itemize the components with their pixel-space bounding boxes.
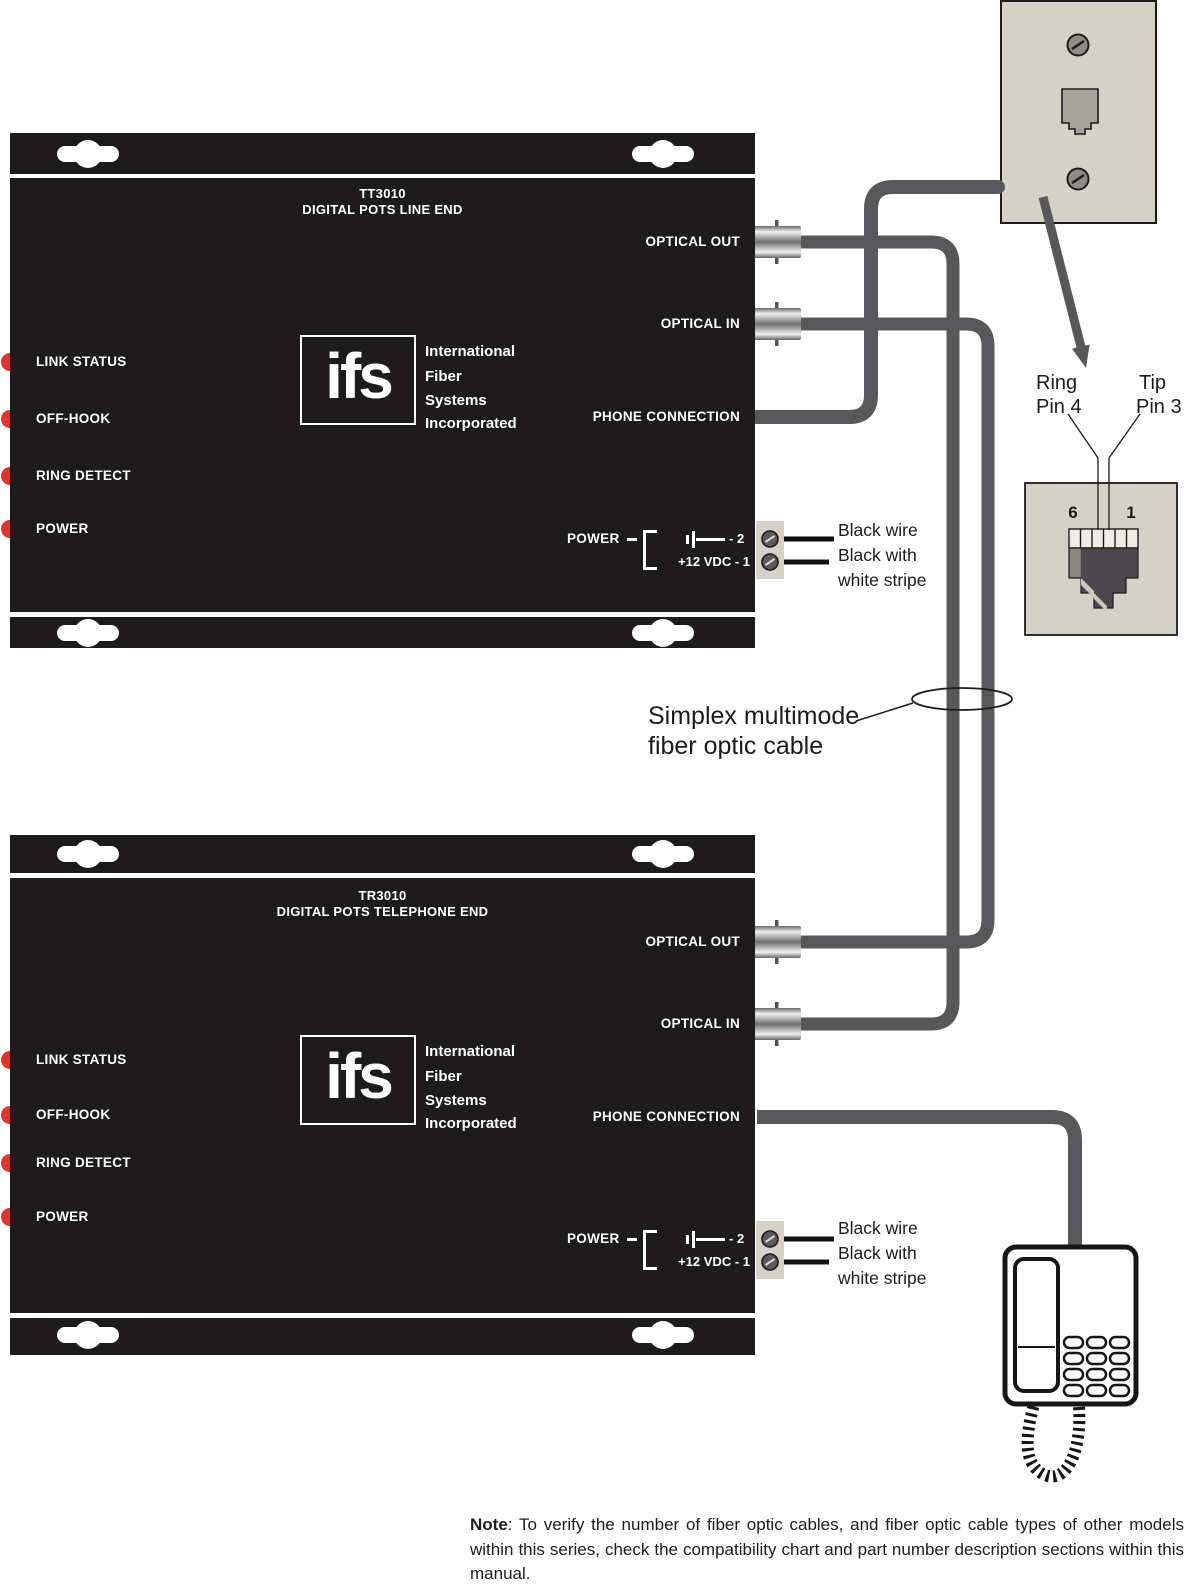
wall-plate-screw-icon [1068,35,1089,56]
port-label-optical-out: OPTICAL OUT [645,234,740,249]
power-negative-terminal: - 2 [729,1231,745,1246]
led-label: LINK STATUS [36,354,127,369]
battery-icon [686,535,689,544]
jack-pin6-number: 6 [1068,503,1078,522]
black-white-stripe-label: Black with [838,545,917,565]
mounting-strip [10,835,755,873]
jack-pin1-number: 1 [1126,503,1136,522]
ifs-logo: ifs [300,1035,416,1125]
black-white-stripe-label: white stripe [838,1268,927,1288]
power-negative-terminal: - 2 [729,531,745,546]
telephone [1005,1247,1136,1476]
led-label: OFF-HOOK [36,1107,111,1122]
black-wire-label: Black wire [838,1218,918,1238]
wall-plate-screw-icon [1068,169,1089,190]
port-label-phone: PHONE CONNECTION [592,409,740,424]
optical-connector [753,1002,801,1046]
terminal-screw-icon [762,531,778,547]
optical-connector [753,920,801,964]
mounting-strip [10,133,755,174]
power-terminal-legend [555,1218,750,1274]
terminal-block-top [756,521,834,579]
logo-text: Incorporated [425,1115,517,1132]
device-faceplate [10,178,755,612]
device-tt3010 [10,133,755,648]
ring-pin-label: Ring [1036,372,1078,394]
logo-text: Fiber [425,1068,462,1085]
device-subtitle: DIGITAL POTS LINE END [302,202,463,217]
wall-plate [1001,1,1156,223]
power-positive-terminal: +12 VDC - 1 [678,1254,750,1269]
port-label-optical-in: OPTICAL IN [660,316,740,331]
ifs-logo: ifs [300,335,416,425]
rj-jack-detail [1025,414,1177,635]
optical-connector [753,302,801,346]
battery-icon [692,1231,695,1248]
phone-handset [1015,1259,1058,1391]
device-faceplate [10,878,755,1313]
tip-pin-label: Pin 3 [1136,396,1182,418]
logo-text: International [425,1043,516,1060]
mounting-strip [10,617,755,648]
black-white-stripe-label: white stripe [838,570,927,590]
power-label: POWER [567,1231,620,1246]
bracket-glyph [643,530,657,570]
tip-pin-label: Tip [1139,372,1167,394]
terminal-screw-icon [762,554,778,570]
device-subtitle: DIGITAL POTS TELEPHONE END [276,904,489,919]
device-model: TT3010 [359,186,406,201]
led-label: POWER [36,1209,89,1224]
black-wire-label: Black wire [838,520,918,540]
mounting-strip [10,1318,755,1355]
fiber-cable-label: fiber optic cable [648,732,824,760]
logo-text: International [425,343,516,360]
port-label-optical-in: OPTICAL IN [660,1016,740,1031]
battery-icon [686,1235,689,1244]
terminal-screw-icon [762,1231,778,1247]
logo-text: Fiber [425,368,462,385]
led-label: OFF-HOOK [36,411,111,426]
fiber-cable-label: Simplex multimode [648,702,860,730]
battery-icon [692,531,695,548]
terminal-screw-icon [762,1254,778,1270]
power-terminal-legend [555,518,750,574]
led-label: LINK STATUS [36,1052,127,1067]
logo-text: Systems [425,392,487,409]
logo-text: Systems [425,1092,487,1109]
logo-text: Incorporated [425,415,517,432]
device-tr3010 [10,835,755,1355]
led-label: RING DETECT [36,1155,131,1170]
power-positive-terminal: +12 VDC - 1 [678,554,750,569]
power-label: POWER [567,531,620,546]
phone-cable-top [757,187,998,417]
ring-pin-label: Pin 4 [1036,396,1082,418]
terminal-block-bottom [756,1221,834,1279]
device-model: TR3010 [358,888,407,903]
port-label-phone: PHONE CONNECTION [592,1109,740,1124]
led-label: RING DETECT [36,468,131,483]
note-label: Note [470,1515,508,1534]
black-white-stripe-label: Black with [838,1243,917,1263]
led-label: POWER [36,521,89,536]
bracket-glyph [643,1230,657,1270]
optical-connector [753,220,801,264]
note-text: Note: To verify the number of fiber optic cables, and fiber optic cable types of other models within this series, check the compatibility chart and part number description sections within this manual. [470,1515,1184,1584]
port-label-optical-out: OPTICAL OUT [645,934,740,949]
